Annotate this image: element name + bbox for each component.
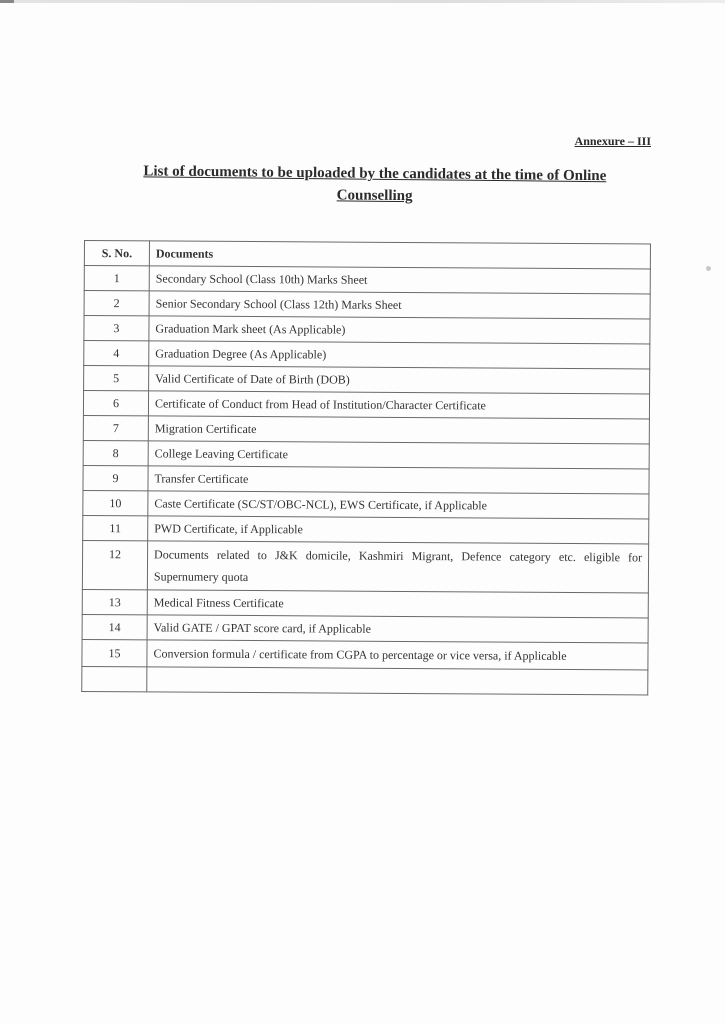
row-sno: 6 bbox=[83, 391, 148, 416]
table-row bbox=[83, 490, 649, 518]
table-row bbox=[84, 291, 650, 319]
table-row bbox=[82, 589, 648, 617]
row-sno: 1 bbox=[84, 266, 149, 291]
header-sno: S. No. bbox=[84, 241, 149, 266]
row-sno-empty bbox=[82, 666, 147, 691]
documents-table bbox=[81, 240, 651, 695]
annexure-label: Annexure – III bbox=[574, 134, 651, 148]
row-document: Caste Certificate (SC/ST/OBC-NCL), EWS Certificate, if Applicable bbox=[148, 491, 649, 519]
table-row bbox=[84, 266, 650, 294]
heading-line-1: List of documents to be uploaded by the candidates at the time of Online bbox=[143, 163, 607, 185]
table-row bbox=[82, 639, 648, 669]
table-row bbox=[83, 515, 649, 543]
row-sno: 4 bbox=[84, 341, 149, 366]
row-document: Certificate of Conduct from Head of Institution/Character Certificate bbox=[148, 391, 649, 419]
row-document: College Leaving Certificate bbox=[148, 441, 649, 469]
row-document: Valid GATE / GPAT score card, if Applicable bbox=[147, 615, 648, 643]
header-documents: Documents bbox=[149, 241, 650, 269]
row-sno: 2 bbox=[84, 291, 149, 316]
scan-edge bbox=[0, 0, 725, 3]
row-document: Conversion formula / certificate from CGPA to percentage or vice versa, if Applicable bbox=[147, 640, 648, 670]
row-sno: 8 bbox=[83, 440, 148, 465]
row-sno: 13 bbox=[82, 589, 147, 614]
heading-line-2: Counselling bbox=[336, 187, 413, 205]
row-document: Valid Certificate of Date of Birth (DOB) bbox=[149, 366, 650, 394]
row-document: Medical Fitness Certificate bbox=[147, 590, 648, 618]
row-sno: 5 bbox=[84, 366, 149, 391]
table-header-row bbox=[84, 241, 650, 269]
row-document: Documents related to J&K domicile, Kashmiri Migrant, Defence category etc. eligible for Supernumery quota bbox=[147, 541, 648, 593]
table-row bbox=[82, 614, 648, 642]
row-sno: 14 bbox=[82, 614, 147, 639]
row-sno: 15 bbox=[82, 639, 147, 666]
scan-speck bbox=[706, 266, 711, 271]
row-sno: 9 bbox=[83, 465, 148, 490]
table-row bbox=[83, 465, 649, 493]
table-row bbox=[84, 366, 650, 394]
table-row bbox=[84, 341, 650, 369]
row-document: Secondary School (Class 10th) Marks Sheet bbox=[149, 266, 650, 294]
table-row bbox=[84, 316, 650, 344]
row-document: Graduation Degree (As Applicable) bbox=[149, 341, 650, 369]
table-row bbox=[83, 391, 649, 419]
row-document: Senior Secondary School (Class 12th) Marks Sheet bbox=[149, 291, 650, 319]
row-sno: 10 bbox=[83, 490, 148, 515]
row-document-empty bbox=[147, 667, 648, 695]
row-sno: 12 bbox=[82, 540, 147, 589]
row-sno: 11 bbox=[83, 515, 148, 540]
row-sno: 7 bbox=[83, 415, 148, 440]
page-heading bbox=[110, 160, 640, 210]
row-document: Migration Certificate bbox=[148, 416, 649, 444]
table-row bbox=[83, 415, 649, 443]
row-sno: 3 bbox=[84, 316, 149, 341]
table-row bbox=[82, 540, 648, 592]
table-row-empty bbox=[82, 666, 648, 694]
table-row bbox=[83, 440, 649, 468]
row-document: PWD Certificate, if Applicable bbox=[148, 516, 649, 544]
row-document: Graduation Mark sheet (As Applicable) bbox=[149, 316, 650, 344]
row-document: Transfer Certificate bbox=[148, 466, 649, 494]
